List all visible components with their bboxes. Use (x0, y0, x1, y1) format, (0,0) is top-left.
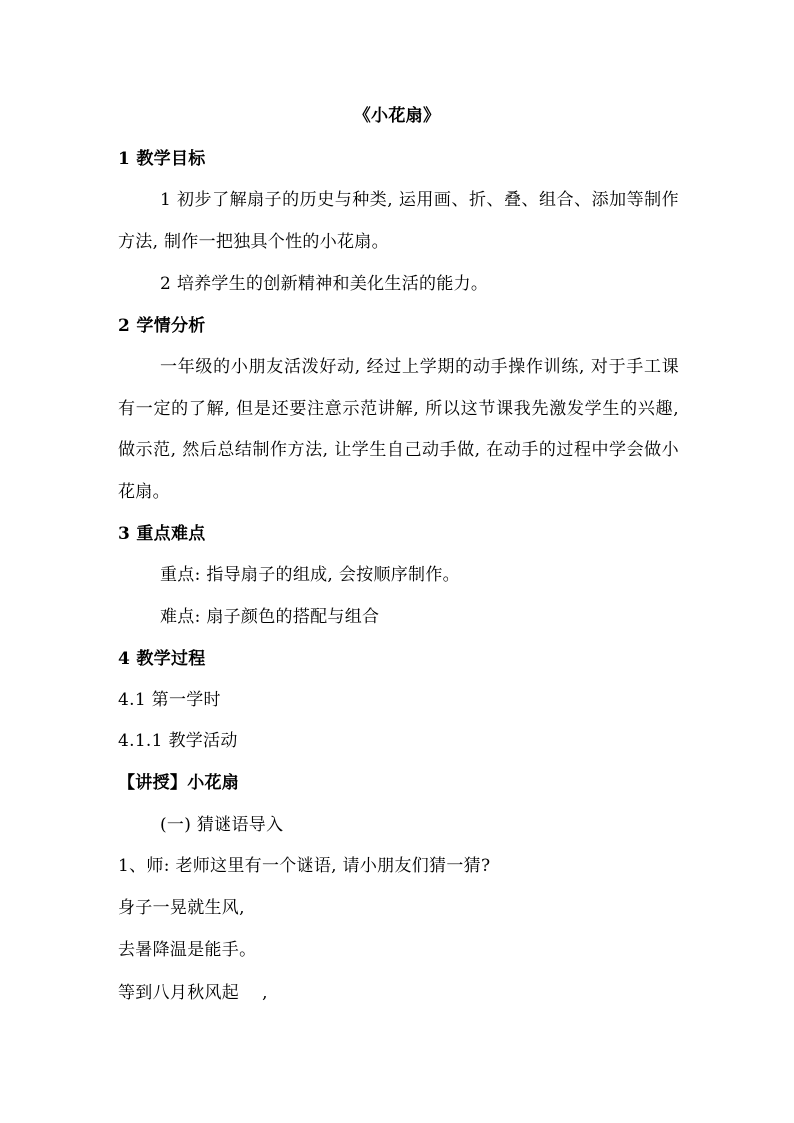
part-riddle-intro: (一) 猜谜语导入 (160, 815, 284, 835)
document-title: 《小花扇》 (353, 106, 441, 126)
key-point-text: 重点: 指导扇子的组成, 会按顺序制作。 (160, 565, 460, 585)
section-heading-analysis: 2 学情分析 (118, 316, 206, 336)
riddle-line-2: 去暑降温是能手。 (118, 940, 257, 960)
teacher-line: 1、师: 老师这里有一个谜语, 请小朋友们猜一猜? (118, 856, 491, 876)
subsection-teaching-activity: 4.1.1 教学活动 (118, 731, 238, 751)
analysis-paragraph: 一年级的小朋友活泼好动, 经过上学期的动手操作训练, 对于手工课有一定的了解, 但是还要注意示范讲解, 所以这节课我先激发学生的兴趣, 做示范, 然后总结制作方法, 让学生自己动手做, 在动手的过程中学会做小花扇。 (118, 357, 679, 502)
objective-paragraph-2: 2 培养学生的创新精神和美化生活的能力。 (160, 274, 489, 294)
difficult-point-text: 难点: 扇子颜色的搭配与组合 (160, 607, 380, 627)
riddle-line-3: 等到八月秋风起 , (118, 983, 268, 1003)
lecture-heading: 【讲授】小花扇 (118, 773, 240, 793)
subsection-first-lesson: 4.1 第一学时 (118, 690, 221, 710)
riddle-line-1: 身子一晃就生风, (118, 898, 245, 918)
section-heading-key-points: 3 重点难点 (118, 524, 206, 544)
section-heading-process: 4 教学过程 (118, 649, 206, 669)
section-heading-objectives: 1 教学目标 (118, 149, 206, 169)
objective-paragraph-1: 1 初步了解扇子的历史与种类, 运用画、折、叠、组合、添加等制作方法, 制作一把独具个性的小花扇。 (118, 190, 679, 252)
